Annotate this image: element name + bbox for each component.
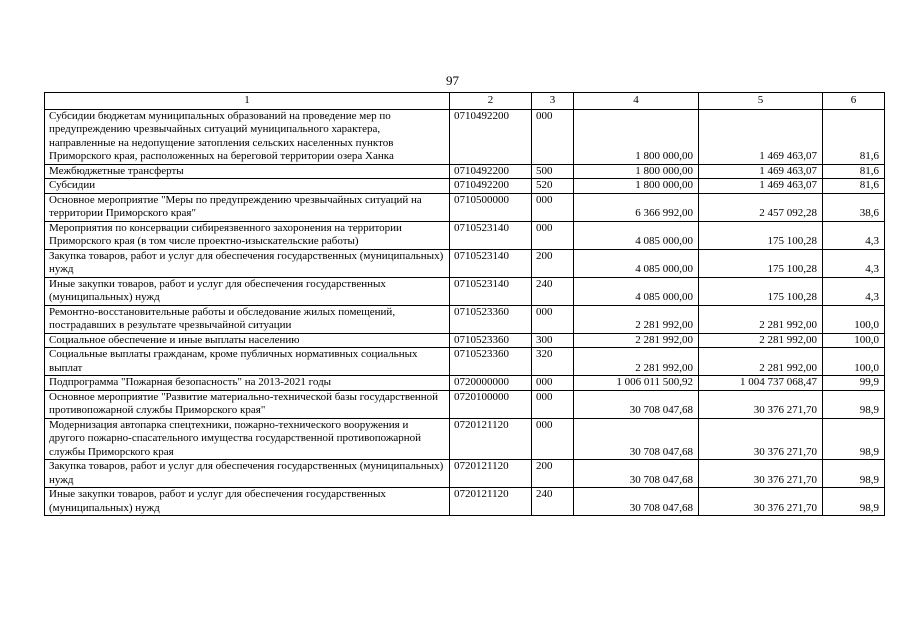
- target-code-cell: 0710523140: [450, 249, 532, 277]
- actual-amount-cell: 1 469 463,07: [699, 109, 823, 164]
- table-row: [45, 305, 885, 333]
- item-name-cell: Иные закупки товаров, работ и услуг для обеспечения государственных (муниципальных) нужд: [45, 277, 450, 305]
- item-name-cell: Межбюджетные трансферты: [45, 164, 450, 179]
- table-row: [45, 390, 885, 418]
- expense-type-cell: 240: [532, 277, 574, 305]
- planned-amount-cell: 6 366 992,00: [574, 193, 699, 221]
- expense-type-cell: 200: [532, 249, 574, 277]
- execution-percent-cell: 98,9: [823, 460, 885, 488]
- planned-amount-cell: 4 085 000,00: [574, 277, 699, 305]
- target-code-cell: 0710523360: [450, 348, 532, 376]
- planned-amount-cell: 30 708 047,68: [574, 460, 699, 488]
- item-name-cell: Субсидии: [45, 179, 450, 194]
- expense-type-cell: 320: [532, 348, 574, 376]
- expense-type-cell: 520: [532, 179, 574, 194]
- actual-amount-cell: 1 469 463,07: [699, 179, 823, 194]
- planned-amount-cell: 30 708 047,68: [574, 488, 699, 516]
- table-header-row: [45, 93, 885, 110]
- execution-percent-cell: 100,0: [823, 348, 885, 376]
- planned-amount-cell: 2 281 992,00: [574, 305, 699, 333]
- actual-amount-cell: 30 376 271,70: [699, 488, 823, 516]
- column-header: 5: [699, 93, 823, 110]
- table-row: [45, 179, 885, 194]
- item-name-cell: Модернизация автопарка спецтехники, пожарно-технического вооружения и другого пожарно-спасательного имущества государственной противопожарной службы Приморского края: [45, 418, 450, 460]
- table-row: [45, 193, 885, 221]
- table-row: [45, 460, 885, 488]
- planned-amount-cell: 1 800 000,00: [574, 109, 699, 164]
- planned-amount-cell: 4 085 000,00: [574, 221, 699, 249]
- table-row: [45, 348, 885, 376]
- target-code-cell: 0720121120: [450, 418, 532, 460]
- expense-type-cell: 000: [532, 221, 574, 249]
- expense-type-cell: 500: [532, 164, 574, 179]
- actual-amount-cell: 2 281 992,00: [699, 348, 823, 376]
- target-code-cell: 0710492200: [450, 164, 532, 179]
- table-row: [45, 277, 885, 305]
- actual-amount-cell: 2 281 992,00: [699, 333, 823, 348]
- item-name-cell: Закупка товаров, работ и услуг для обеспечения государственных (муниципальных) нужд: [45, 249, 450, 277]
- table-row: [45, 109, 885, 164]
- item-name-cell: Основное мероприятие "Меры по предупреждению чрезвычайных ситуаций на территории Приморского края": [45, 193, 450, 221]
- column-header: 4: [574, 93, 699, 110]
- planned-amount-cell: 30 708 047,68: [574, 390, 699, 418]
- item-name-cell: Субсидии бюджетам муниципальных образований на проведение мер по предупреждению чрезвычайных ситуаций муниципального характера, направленные на недопущение затопления сельских населенных пунктов Приморского края, расположенных на береговой территории озера Ханка: [45, 109, 450, 164]
- table-row: [45, 488, 885, 516]
- planned-amount-cell: 1 800 000,00: [574, 179, 699, 194]
- target-code-cell: 0710523360: [450, 305, 532, 333]
- planned-amount-cell: 2 281 992,00: [574, 348, 699, 376]
- execution-percent-cell: 100,0: [823, 333, 885, 348]
- planned-amount-cell: 4 085 000,00: [574, 249, 699, 277]
- target-code-cell: 0710523360: [450, 333, 532, 348]
- execution-percent-cell: 38,6: [823, 193, 885, 221]
- execution-percent-cell: 81,6: [823, 164, 885, 179]
- actual-amount-cell: 30 376 271,70: [699, 390, 823, 418]
- budget-table: [44, 92, 885, 516]
- planned-amount-cell: 1 800 000,00: [574, 164, 699, 179]
- expense-type-cell: 000: [532, 390, 574, 418]
- execution-percent-cell: 98,9: [823, 390, 885, 418]
- item-name-cell: Социальные выплаты гражданам, кроме публичных нормативных социальных выплат: [45, 348, 450, 376]
- actual-amount-cell: 175 100,28: [699, 277, 823, 305]
- expense-type-cell: 200: [532, 460, 574, 488]
- target-code-cell: 0720000000: [450, 376, 532, 391]
- column-header: 6: [823, 93, 885, 110]
- item-name-cell: Социальное обеспечение и иные выплаты населению: [45, 333, 450, 348]
- expense-type-cell: 300: [532, 333, 574, 348]
- expense-type-cell: 000: [532, 193, 574, 221]
- actual-amount-cell: 1 469 463,07: [699, 164, 823, 179]
- execution-percent-cell: 100,0: [823, 305, 885, 333]
- table-row: [45, 221, 885, 249]
- item-name-cell: Ремонтно-восстановительные работы и обследование жилых помещений, пострадавших в результате чрезвычайной ситуации: [45, 305, 450, 333]
- execution-percent-cell: 98,9: [823, 488, 885, 516]
- actual-amount-cell: 2 281 992,00: [699, 305, 823, 333]
- expense-type-cell: 000: [532, 109, 574, 164]
- planned-amount-cell: 2 281 992,00: [574, 333, 699, 348]
- execution-percent-cell: 4,3: [823, 277, 885, 305]
- item-name-cell: Иные закупки товаров, работ и услуг для обеспечения государственных (муниципальных) нужд: [45, 488, 450, 516]
- item-name-cell: Мероприятия по консервации сибиреязвенного захоронения на территории Приморского края (в том числе проектно-изыскательские работы): [45, 221, 450, 249]
- target-code-cell: 0710492200: [450, 109, 532, 164]
- expense-type-cell: 000: [532, 305, 574, 333]
- execution-percent-cell: 81,6: [823, 109, 885, 164]
- item-name-cell: Основное мероприятие "Развитие материально-технической базы государственной противопожарной службы Приморского края": [45, 390, 450, 418]
- expense-type-cell: 240: [532, 488, 574, 516]
- table-row: [45, 164, 885, 179]
- actual-amount-cell: 30 376 271,70: [699, 460, 823, 488]
- execution-percent-cell: 81,6: [823, 179, 885, 194]
- table-row: [45, 418, 885, 460]
- execution-percent-cell: 4,3: [823, 249, 885, 277]
- column-header: 2: [450, 93, 532, 110]
- actual-amount-cell: 175 100,28: [699, 249, 823, 277]
- table-row: [45, 376, 885, 391]
- target-code-cell: 0720100000: [450, 390, 532, 418]
- planned-amount-cell: 1 006 011 500,92: [574, 376, 699, 391]
- table-row: [45, 333, 885, 348]
- execution-percent-cell: 4,3: [823, 221, 885, 249]
- actual-amount-cell: 1 004 737 068,47: [699, 376, 823, 391]
- actual-amount-cell: 175 100,28: [699, 221, 823, 249]
- item-name-cell: Подпрограмма "Пожарная безопасность" на 2013-2021 годы: [45, 376, 450, 391]
- target-code-cell: 0710523140: [450, 221, 532, 249]
- execution-percent-cell: 99,9: [823, 376, 885, 391]
- target-code-cell: 0720121120: [450, 460, 532, 488]
- target-code-cell: 0710500000: [450, 193, 532, 221]
- column-header: 3: [532, 93, 574, 110]
- actual-amount-cell: 30 376 271,70: [699, 418, 823, 460]
- expense-type-cell: 000: [532, 376, 574, 391]
- execution-percent-cell: 98,9: [823, 418, 885, 460]
- page-number: 97: [446, 73, 459, 88]
- planned-amount-cell: 30 708 047,68: [574, 418, 699, 460]
- column-header: 1: [45, 93, 450, 110]
- actual-amount-cell: 2 457 092,28: [699, 193, 823, 221]
- target-code-cell: 0720121120: [450, 488, 532, 516]
- table-row: [45, 249, 885, 277]
- target-code-cell: 0710523140: [450, 277, 532, 305]
- expense-type-cell: 000: [532, 418, 574, 460]
- table-body: [45, 109, 885, 516]
- target-code-cell: 0710492200: [450, 179, 532, 194]
- item-name-cell: Закупка товаров, работ и услуг для обеспечения государственных (муниципальных) нужд: [45, 460, 450, 488]
